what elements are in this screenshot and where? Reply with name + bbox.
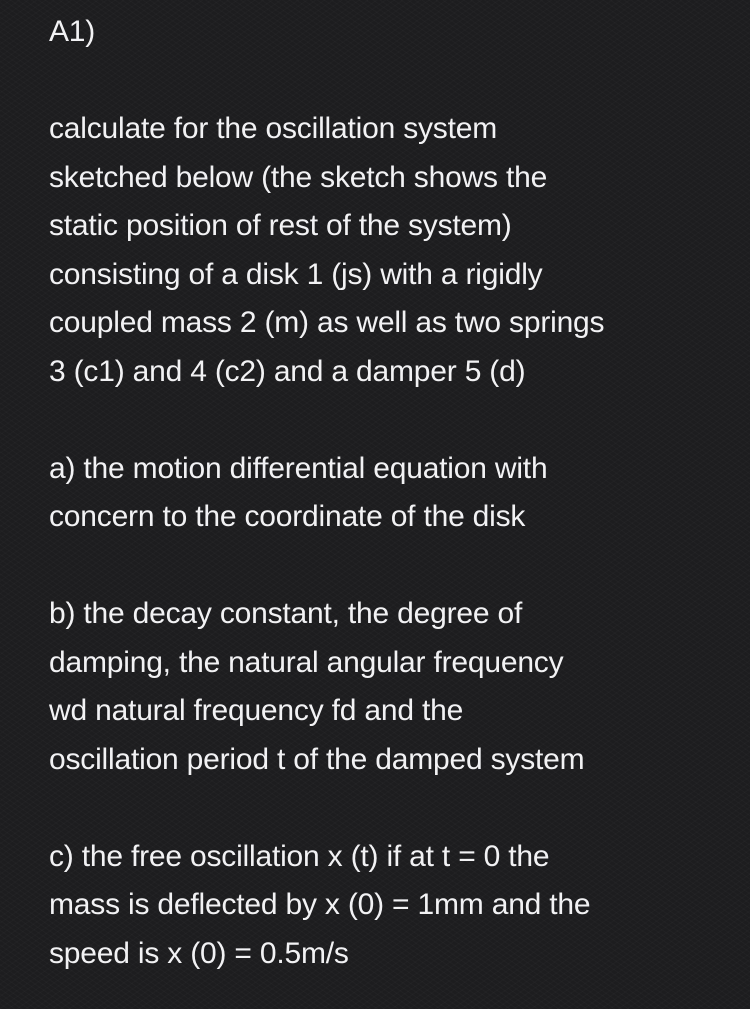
- part-a-paragraph: [49, 445, 739, 542]
- intro-line: coupled mass 2 (m) as well as two springs: [49, 306, 605, 339]
- part-b-line: damping, the natural angular frequency: [49, 645, 564, 679]
- part-b-paragraph: [49, 590, 739, 784]
- part-b-line: b) the decay constant, the degree of: [49, 597, 523, 630]
- part-c-line: mass is deflected by x (0) = 1mm and the: [49, 888, 591, 921]
- blank-line: [49, 542, 739, 591]
- part-a-line: concern to the coordinate of the disk: [49, 500, 526, 533]
- part-c-paragraph: [49, 833, 739, 979]
- intro-line: consisting of a disk 1 (js) with a rigidly: [49, 257, 543, 291]
- blank-line: [49, 784, 739, 833]
- intro-line: 3 (c1) and 4 (c2) and a damper 5 (d): [49, 354, 526, 388]
- part-b-line: oscillation period t of the damped system: [49, 742, 585, 776]
- part-b-line: wd natural frequency fd and the: [49, 694, 464, 727]
- intro-paragraph: [49, 105, 739, 396]
- part-c-line: speed is x (0) = 0.5m/s: [49, 936, 349, 970]
- intro-line: calculate for the oscillation system: [49, 112, 498, 145]
- part-a-line: a) the motion differential equation with: [49, 451, 548, 485]
- part-c-line: c) the free oscillation x (t) if at t = 0 the: [49, 839, 550, 873]
- intro-line: sketched below (the sketch shows the: [49, 160, 548, 194]
- note-heading: A1): [49, 15, 96, 48]
- blank-line: [49, 396, 739, 445]
- blank-line: [49, 57, 739, 106]
- intro-line: static position of rest of the system): [49, 209, 512, 242]
- note-body: [49, 0, 739, 978]
